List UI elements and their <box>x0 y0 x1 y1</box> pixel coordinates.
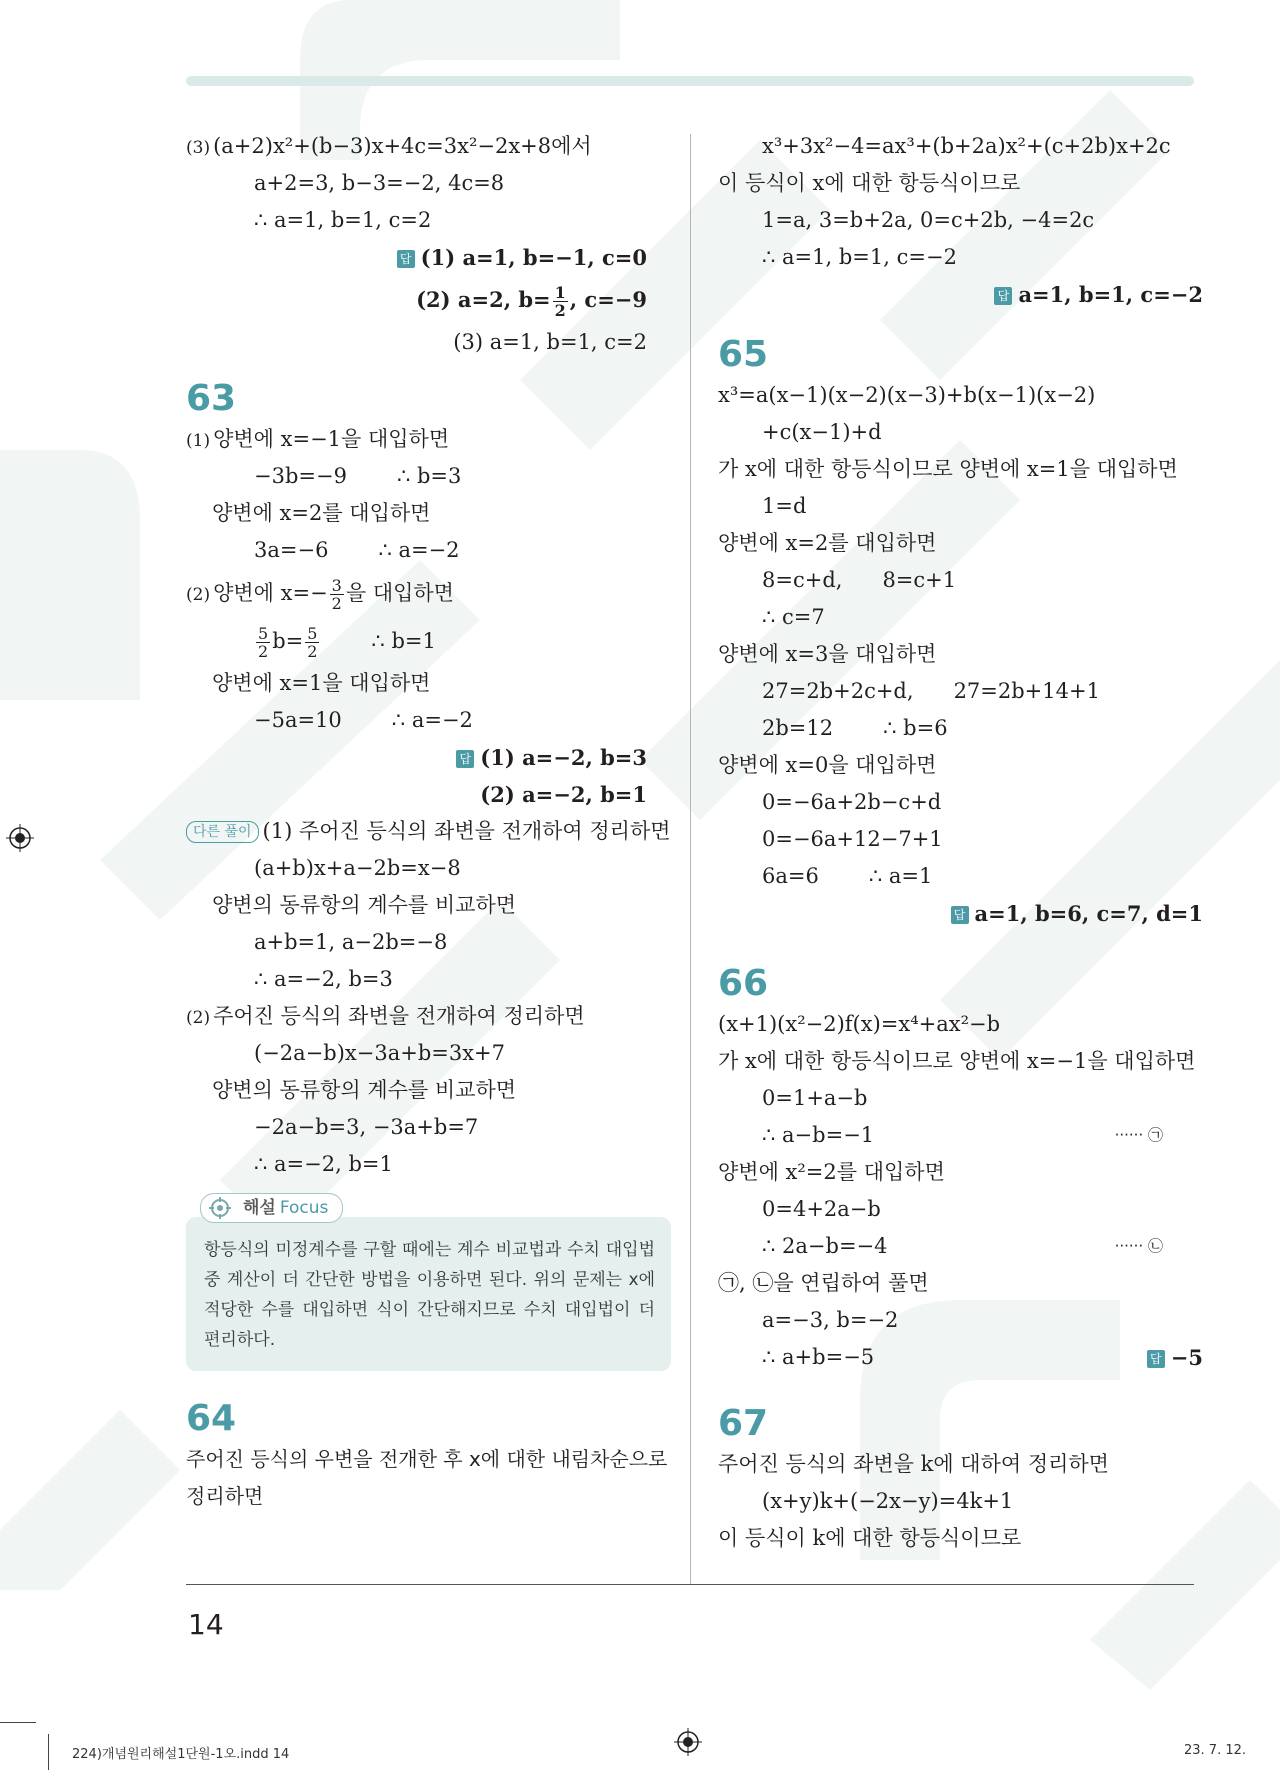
solution-line: a+2=3, b−3=−2, 4c=8 <box>254 171 505 195</box>
problem-65 <box>718 377 1203 932</box>
answer-line: (2) a=−2, b=1 <box>480 782 647 807</box>
alt-solution-line: 다른 풀이 (1) 주어진 등식의 좌변을 전개하여 정리하면 <box>186 813 671 850</box>
column-divider <box>690 134 691 1584</box>
solution-line: 2b=12 ∴ b=6 <box>762 716 948 740</box>
focus-title: 해설 Focus <box>200 1193 343 1223</box>
problem-number-64: 64 <box>186 1398 237 1439</box>
solution-line: 주어진 등식의 좌변을 k에 대하여 정리하면 <box>718 1452 1109 1476</box>
solution-line: 0=−6a+2b−c+d <box>762 790 942 814</box>
solution-line: x³=a(x−1)(x−2)(x−3)+b(x−1)(x−2) <box>718 383 1096 407</box>
answer-line: 답 a=1, b=1, c=−2 <box>718 276 1203 313</box>
solution-line: 이 등식이 k에 대한 항등식이므로 <box>718 1526 1022 1550</box>
solution-line: ∴ c=7 <box>762 605 825 629</box>
solution-line: ㉠, ㉡을 연립하여 풀면 <box>718 1271 929 1295</box>
registration-mark-icon <box>674 1728 702 1756</box>
fraction: $\frac{5}{2}$ <box>258 624 269 661</box>
answer-icon: 답 <box>456 750 474 768</box>
answer-line: (2) a=2, b= $\frac{1}{2}$ , c=−9 <box>416 283 647 320</box>
left-column <box>186 128 671 1515</box>
solution-line: 가 x에 대한 항등식이므로 양변에 x=−1을 대입하면 <box>718 1049 1196 1073</box>
solution-line: 1=a, 3=b+2a, 0=c+2b, −4=2c <box>762 208 1095 232</box>
equation-marker: ······ ㉡ <box>1114 1237 1163 1255</box>
solution-line: 양변에 x=2를 대입하면 <box>212 501 431 525</box>
answer-icon: 답 <box>1147 1350 1165 1368</box>
answer-icon: 답 <box>397 250 415 268</box>
problem-63 <box>186 421 671 1371</box>
solution-line: ∴ a=−2, b=1 <box>254 1152 393 1176</box>
solution-line: 6a=6 ∴ a=1 <box>762 864 933 888</box>
crop-mark <box>48 1734 49 1770</box>
solution-line: 양변에 x²=2를 대입하면 <box>718 1160 945 1184</box>
solution-line: 3a=−6 ∴ a=−2 <box>254 538 460 562</box>
solution-line: 양변에 x=2를 대입하면 <box>718 531 937 555</box>
solution-line: ∴ a−b=−1 ······ ㉠ <box>718 1117 1203 1154</box>
fraction: $\frac{5}{2}$ <box>307 624 318 661</box>
solution-line: (x+1)(x²−2)f(x)=x⁴+ax²−b <box>718 1012 1001 1036</box>
solution-line: 이 등식이 x에 대한 항등식이므로 <box>718 171 1021 195</box>
solution-line: ∴ a=−2, b=3 <box>254 967 393 991</box>
solution-line: +c(x−1)+d <box>762 420 882 444</box>
solution-line: 양변의 동류항의 계수를 비교하면 <box>212 1078 517 1102</box>
solution-line: ∴ a=1, b=1, c=−2 <box>762 245 957 269</box>
page-number: 14 <box>188 1608 224 1641</box>
solution-line: ∴ 2a−b=−4 ······ ㉡ <box>718 1228 1203 1265</box>
solution-line: ∴ a+b=−5 답 −5 <box>718 1339 1203 1376</box>
problem-number-67: 67 <box>718 1403 769 1444</box>
solution-line: 0=1+a−b <box>762 1086 868 1110</box>
answer-line: 답 a=1, b=6, c=7, d=1 <box>718 895 1203 932</box>
solution-line: 1=d <box>762 494 807 518</box>
solution-line: −5a=10 ∴ a=−2 <box>254 708 473 732</box>
solution-line: 양변에 x=0을 대입하면 <box>718 753 937 777</box>
problem-67 <box>718 1446 1203 1557</box>
problem-number-66: 66 <box>718 963 769 1004</box>
solution-line: (x+y)k+(−2x−y)=4k+1 <box>762 1489 1014 1513</box>
problem-64-tail <box>718 128 1203 313</box>
answer-line: 답 (1) a=−2, b=3 <box>186 739 671 776</box>
solution-line: (−2a−b)x−3a+b=3x+7 <box>254 1041 506 1065</box>
problem-66 <box>718 1006 1203 1376</box>
solution-line: a=−3, b=−2 <box>762 1308 899 1332</box>
problem-64-text: 주어진 등식의 우변을 전개한 후 x에 대한 내림차순으로 정리하면 <box>186 1447 668 1508</box>
solution-line: 0=−6a+12−7+1 <box>762 827 943 851</box>
problem-62-tail <box>186 128 671 361</box>
fraction: $\frac{3}{2}$ <box>331 576 342 613</box>
solution-line: 양변에 x=3을 대입하면 <box>718 642 937 666</box>
solution-line: 27=2b+2c+d, 27=2b+14+1 <box>762 679 1100 703</box>
solution-line: 양변의 동류항의 계수를 비교하면 <box>212 893 517 917</box>
solution-line: (a+b)x+a−2b=x−8 <box>254 856 461 880</box>
header-bar <box>186 76 1194 86</box>
equation-marker: ······ ㉠ <box>1114 1126 1163 1144</box>
answer-inline: 답 −5 <box>1147 1339 1203 1377</box>
answer-icon: 답 <box>994 287 1012 305</box>
solution-line: 0=4+2a−b <box>762 1197 881 1221</box>
solution-line: a+b=1, a−2b=−8 <box>254 930 448 954</box>
problem-number-63: 63 <box>186 378 237 419</box>
solution-line: $\frac{5}{2}$ b= $\frac{5}{2}$ ∴ b=1 <box>258 624 436 661</box>
answer-line: (3) a=1, b=1, c=2 <box>453 330 647 354</box>
answer-line: 답 (1) a=1, b=−1, c=0 <box>186 239 671 276</box>
solution-line: (3) (a+2)x²+(b−3)x+4c=3x²−2x+8에서 <box>186 134 592 158</box>
solution-line: 가 x에 대한 항등식이므로 양변에 x=1을 대입하면 <box>718 457 1178 481</box>
fraction: $\frac{1}{2}$ <box>554 283 566 320</box>
footer-filename: 224)개념원리해설1단원-1오.indd 14 <box>72 1747 290 1762</box>
registration-mark-icon <box>6 824 34 852</box>
solution-line: x³+3x²−4=ax³+(b+2a)x²+(c+2b)x+2c <box>762 134 1171 158</box>
solution-line: (2) 주어진 등식의 좌변을 전개하여 정리하면 <box>186 1004 585 1028</box>
footer-date: 23. 7. 12. <box>1184 1743 1247 1758</box>
target-icon <box>209 1197 231 1219</box>
right-column <box>718 128 1203 1557</box>
solution-line: (1) 양변에 x=−1을 대입하면 <box>186 427 450 451</box>
alt-solution-tag: 다른 풀이 <box>186 821 259 843</box>
answer-icon: 답 <box>951 906 969 924</box>
solution-line: ∴ a=1, b=1, c=2 <box>254 208 432 232</box>
footer-rule <box>186 1584 1194 1585</box>
crop-mark <box>0 1722 36 1723</box>
solution-line: 8=c+d, 8=c+1 <box>762 568 957 592</box>
solution-line: −3b=−9 ∴ b=3 <box>254 464 462 488</box>
solution-line: 양변에 x=1을 대입하면 <box>212 671 431 695</box>
focus-header <box>186 1193 671 1225</box>
focus-box: 항등식의 미정계수를 구할 때에는 계수 비교법과 수치 대입법 중 계산이 더 간단한 방법을 이용하면 된다. 위의 문제는 x에 적당한 수를 대입하면 식이 간단해지므로 수치 대입법이 더 편리하다. <box>186 1217 671 1371</box>
solution-line: (2) 양변에 x=− $\frac{3}{2}$ 을 대입하면 <box>186 576 454 613</box>
solution-line: −2a−b=3, −3a+b=7 <box>254 1115 479 1139</box>
problem-number-65: 65 <box>718 334 769 375</box>
